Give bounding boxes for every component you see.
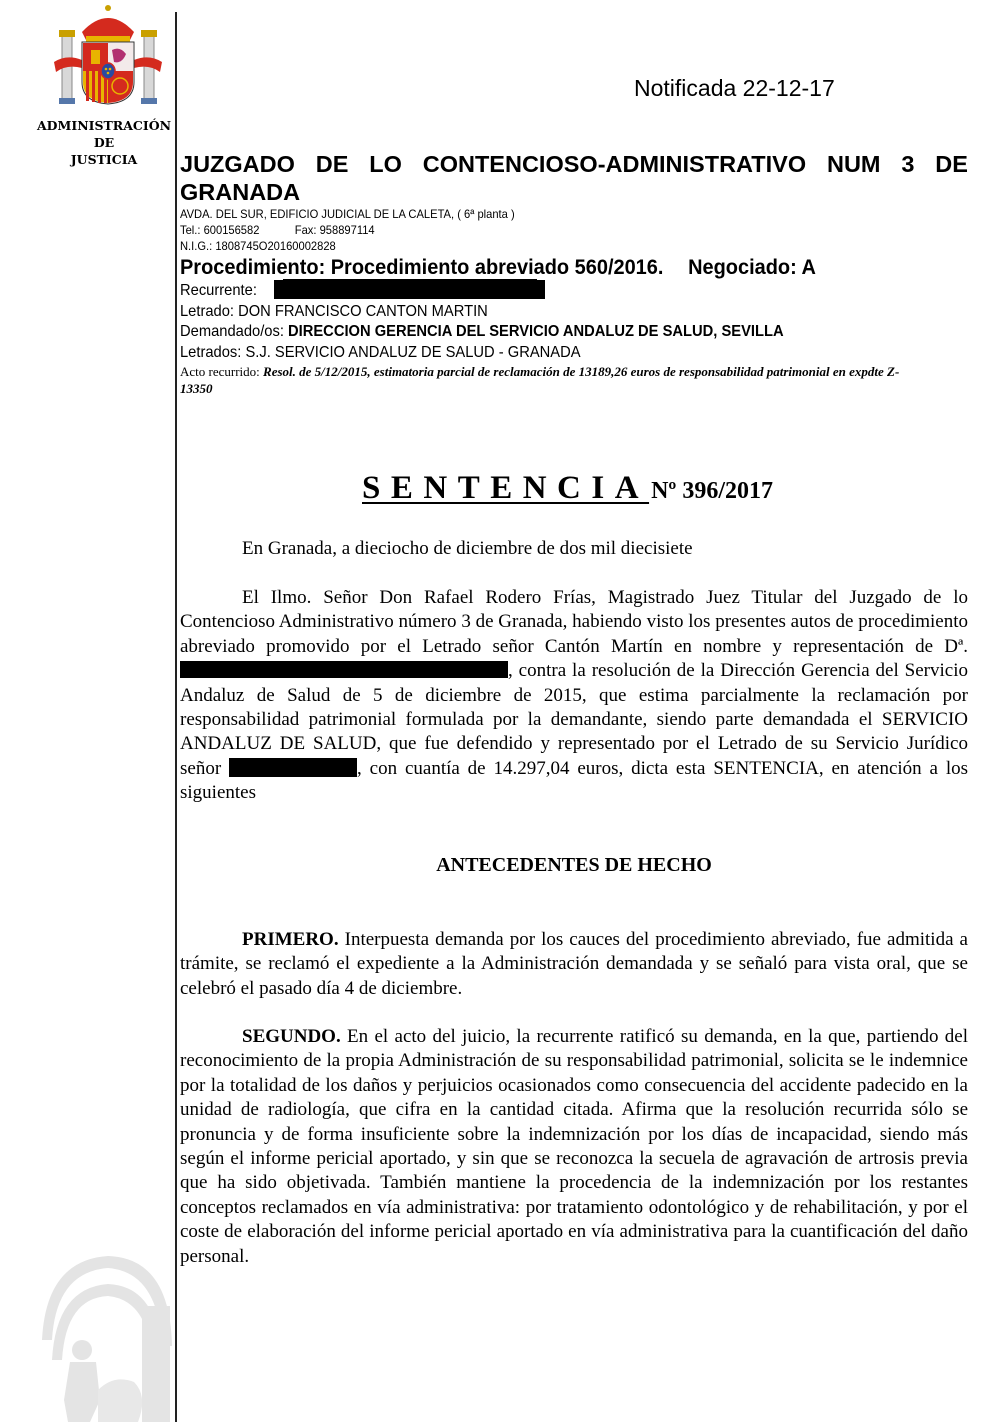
institution-label [30,117,178,168]
court-title-word: LO [369,151,402,177]
nig-number: N.I.G.: 1808745O20160002828 [180,239,336,253]
acto-label: Acto recurrido: [180,364,264,379]
procedure-line [180,255,929,281]
demandado-value: DIRECCION GERENCIA DEL SERVICIO ANDALUZ DE SALUD, SEVILLA [288,323,784,340]
court-contact [180,222,913,238]
section-heading: ANTECEDENTES DE HECHO [436,854,712,876]
redaction-box-demandante [180,661,508,678]
institution-line-1: ADMINISTRACIÓN [36,118,172,133]
redaction-box-letrado [229,758,357,777]
negociado-label: Negociado: A [688,256,816,279]
acto-recurrido [180,363,920,397]
intro-paragraph [180,586,968,806]
institution-line-3: JUSTICIA [70,152,138,167]
court-fax: Fax: 958897114 [294,223,375,237]
letrado-line: Letrado: DON FRANCISCO CANTON MARTIN [180,303,488,320]
primero-label: PRIMERO. [242,929,339,950]
court-title-word: 3 [901,151,915,177]
intro-text-3: , con cuantía de 14.297,04 euros, dicta esta SENTENCIA, en atención a los siguientes [180,757,968,804]
notification-stamp: Notificada 22-12-17 [634,75,835,101]
junta-andalucia-watermark-icon [38,1250,174,1422]
segundo-label: SEGUNDO. [242,1026,341,1047]
letrados-line: Letrados: S.J. SERVICIO ANDALUZ DE SALUD - GRANADA [180,344,581,361]
court-title-word: DE [935,151,968,177]
redaction-box-recurrente [274,280,545,299]
procedure-label: Procedimiento: Procedimiento abreviado 560/2016. [180,256,664,279]
demandado-line [180,322,905,342]
sentencia-heading [362,470,773,507]
court-title [180,150,968,206]
date-text: En Granada, a dieciocho de diciembre de dos mil diecisiete [242,538,693,559]
date-line [180,537,968,561]
court-title-line-2: GRANADA [180,179,301,205]
court-phone: Tel.: 600156582 [180,223,260,237]
court-title-word: NUM [826,151,881,177]
spain-coat-of-arms-icon [52,2,164,110]
intro-text-1: El Ilmo. Señor Don Rafael Rodero Frías, Magistrado Juez Titular del Juzgado de lo Contencioso Administrativo número 3 de Granada, habiendo visto los presentes autos de procedimiento abreviado promovido por el Letrado señor Cantón Martín en nombre y representación de Dª. [180,587,968,657]
margin-rule [175,12,177,1422]
acto-value: Resol. de 5/12/2015, estimatoria parcial de reclamación de 13189,26 euros de responsabilidad patrimonial en expdte Z-13350 [180,364,900,396]
institution-line-2: DE [93,135,115,150]
intro-text-2: , contra la resolución de la Dirección Gerencia del Servicio Andaluz de Salud de 5 de diciembre de 2015, que estima parcialmente la reclamación por responsabilidad patrimonial formulada por la demandante, siendo parte demandada el SERVICIO ANDALUZ DE SALUD, que fue defendido y representado por el Letrado de su Servicio Jurídico señor [180,660,968,779]
court-title-word: DE [315,151,349,177]
segundo-text: En el acto del juicio, la recurrente ratificó su demanda, en la que, partiendo del reconocimiento de la propia Administración de su responsabilidad patrimonial, solicita se le indemnice por la totalidad de los daños y perjuicios ocasionados como consecuencia del accidente padecido en la unidad de radiología, que cifra en la cantidad citada. Afirma que la resolución recurrida sólo se pronuncia y de forma insuficiente sobre la indemnización por los días de incapacidad, siendo más según el informe pericial aportado, y sin que se reconozca la secuela de agravación de artrosis previa que ha sido objetivada. También mantiene la procedencia de la indemnización por los restantes conceptos reclamados en vía administrativa: por tratamiento odontológico y de rehabilitación, y por el coste de elaboración del informe pericial aportado en vía administrativa para la cuantificación del daño personal. [180,1026,968,1267]
primero-paragraph [180,928,968,1001]
demandado-label: Demandado/os: [180,323,289,340]
court-address: AVDA. DEL SUR, EDIFICIO JUDICIAL DE LA CALETA, ( 6ª planta ) [180,207,515,221]
sentencia-title: SENTENCIA [362,470,650,506]
court-title-word: CONTENCIOSO-ADMINISTRATIVO [422,151,807,177]
sentencia-number: Nº 396/2017 [651,478,773,504]
court-title-word: JUZGADO [180,151,295,177]
primero-text: Interpuesta demanda por los cauces del procedimiento abreviado, fue admitida a trámite, se reclamó el expediente a la Administración demandada y se señaló para vista oral, que se celebró el pasado día 4 de diciembre. [180,929,968,999]
segundo-paragraph [180,1025,968,1269]
recurrente-label: Recurrente: [180,282,257,299]
